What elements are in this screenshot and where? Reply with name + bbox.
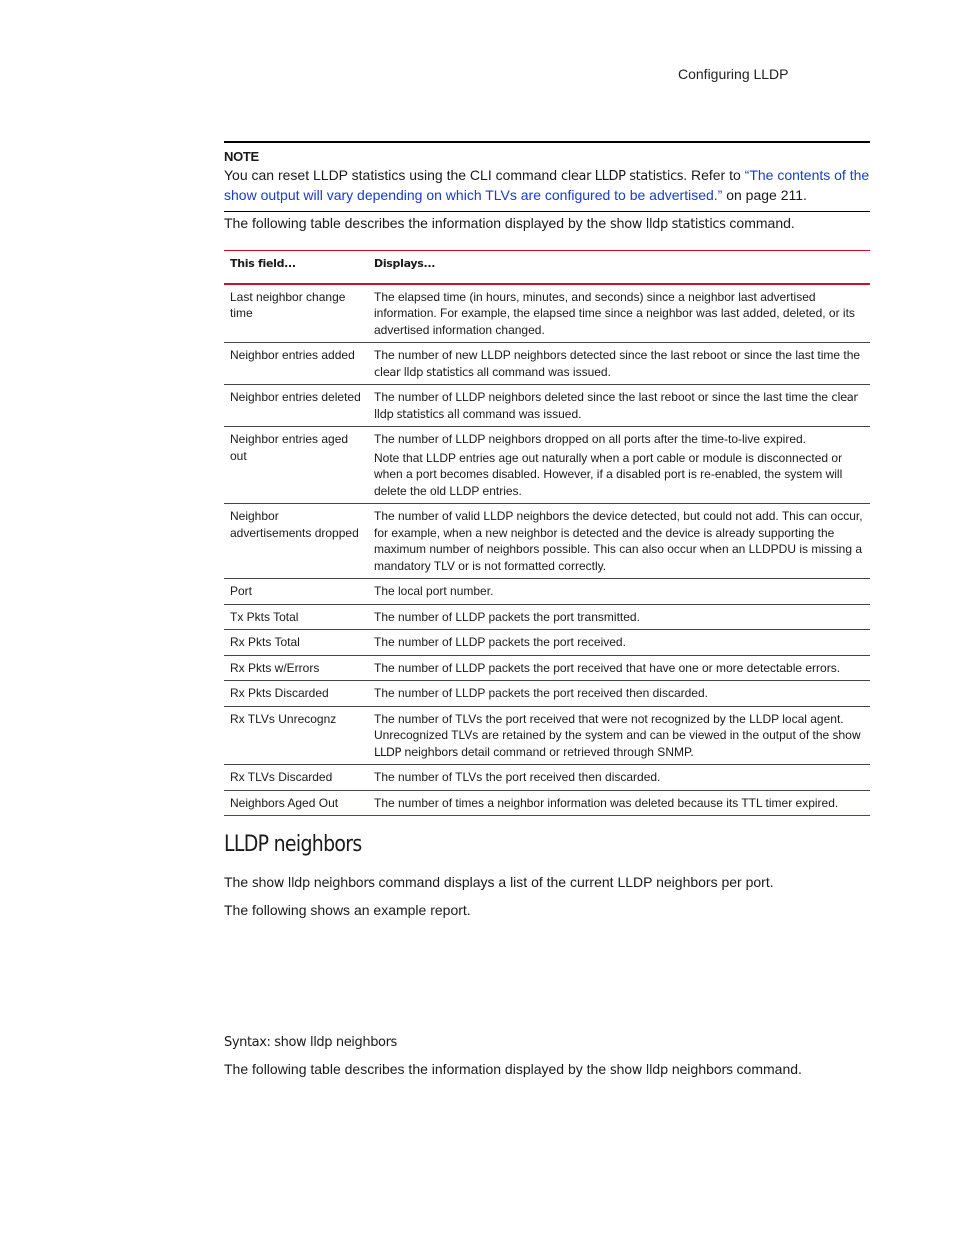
field-name-cell: Neighbor entries deleted: [224, 385, 368, 427]
table-row: [224, 706, 870, 765]
description-text: The number of new LLDP neighbors detected since the last reboot or since the last time the: [374, 348, 861, 362]
para1-text-2: command displays a list of the current LLDP neighbors per port.: [374, 874, 774, 890]
field-name-cell: Neighbor advertisements dropped: [224, 504, 368, 579]
syntax-command: show lldp neighbors: [274, 1035, 397, 1050]
para1-text-1: The: [224, 874, 253, 890]
field-description-cell: [368, 579, 870, 605]
statistics-fields-table: [224, 250, 870, 816]
description-text: The number of TLVs the port received that were not recognized by the LLDP local agent. Unrecognized TLVs are retained by the system and can be viewed in the output of the: [374, 711, 844, 742]
description-command: clear lldp statistics: [374, 364, 474, 379]
note-text-2: . Refer to: [683, 167, 745, 183]
section-paragraph-1: [224, 873, 884, 893]
description-text: The number of LLDP packets the port received.: [374, 635, 626, 649]
description-text: The number of times a neighbor information was deleted because its TTL timer expired.: [374, 795, 839, 810]
field-name-cell: Rx TLVs Discarded: [224, 765, 368, 791]
description-text: all command was issued.: [473, 364, 611, 379]
intro-text-1: The following table describes the information displayed by the: [224, 215, 610, 231]
table-row: [224, 765, 870, 791]
description-text: The number of LLDP neighbors dropped on all ports after the time-to-live expired.: [374, 432, 807, 446]
table-row: [224, 385, 870, 427]
field-description-cell: [368, 284, 870, 343]
table-row: [224, 630, 870, 656]
field-description-cell: [368, 681, 870, 707]
field-name-cell: Rx Pkts Total: [224, 630, 368, 656]
description-text: The elapsed time (in hours, minutes, and seconds) since a neighbor last advertised information. For example, the elapsed time since a neighbor was last added, deleted, or its advertised information changed.: [374, 289, 855, 337]
note-text: [224, 166, 870, 205]
description-text: The number of valid LLDP neighbors the device detected, but could not add. This can occur, for example, when a new neighbor is detected and the device is already supporting the maximum number of neighbors possible. This can also occur when an LLDPDU is missing a mandatory TLV or is not formatted correctly.: [374, 509, 863, 573]
field-name-cell: Rx Pkts Discarded: [224, 681, 368, 707]
table-row: [224, 790, 870, 816]
description-text: The number of LLDP neighbors deleted since the last reboot or since the last time the: [374, 390, 832, 404]
description-text: The number of TLVs the port received then discarded.: [374, 770, 661, 784]
syntax-label: Syntax:: [224, 1035, 275, 1050]
table-row: [224, 504, 870, 579]
field-description-cell: [368, 604, 870, 630]
note-text-3: on page 211.: [722, 187, 807, 203]
table-row: [224, 427, 870, 504]
field-name-cell: Last neighbor change time: [230, 289, 346, 320]
table-row: [224, 604, 870, 630]
field-description-cell: [368, 630, 870, 656]
description-command: clear lldp statistics all: [374, 390, 858, 421]
field-name-cell: Neighbors Aged Out: [224, 790, 368, 816]
description-text: detail command or retrieved through SNMP.: [457, 744, 694, 759]
field-description-cell: [368, 504, 870, 579]
description-text: The local port number.: [374, 584, 494, 598]
table-row: [224, 655, 870, 681]
section-title: LLDP neighbors: [224, 832, 362, 857]
field-name-cell: Neighbor entries added: [224, 343, 368, 385]
table-intro: [224, 214, 884, 234]
field-description-cell: [368, 427, 870, 504]
field-name-cell: Rx Pkts w/Errors: [224, 655, 368, 681]
description-text: command was issued.: [459, 406, 582, 421]
field-description-cell: [368, 765, 870, 791]
para3-command: show lldp neighbors: [610, 1063, 733, 1078]
table-row: [224, 579, 870, 605]
field-name-cell: Tx Pkts Total: [224, 604, 368, 630]
para1-command: show lldp neighbors: [252, 876, 375, 891]
field-description-cell: [368, 790, 870, 816]
intro-command: show lldp statistics: [610, 217, 726, 232]
description-text: The number of LLDP packets the port transmitted.: [374, 609, 640, 624]
field-description-cell: [368, 706, 870, 765]
intro-text-2: command.: [725, 215, 795, 231]
field-description-cell: [368, 343, 870, 385]
field-name-cell: Neighbor entries aged out: [224, 427, 368, 504]
table-row: [224, 343, 870, 385]
column-header-field: This field...: [224, 251, 368, 284]
table-header-row: [224, 251, 870, 284]
field-name-cell: Port: [224, 579, 368, 605]
section-paragraph-3: [224, 1060, 884, 1080]
note-command: clear LLDP statistics: [560, 169, 684, 184]
para3-text-2: command.: [732, 1061, 802, 1077]
note-text-1: You can reset LLDP statistics using the CLI command: [224, 167, 561, 183]
description-text: The number of LLDP packets the port received that have one or more detectable errors.: [374, 660, 841, 675]
description-note: Note that LLDP entries age out naturally when a port cable or module is disconnected or when a port becomes disabled. However, if a disabled port is re-enabled, the system will delete the old LLDP entries.: [374, 450, 843, 498]
description-command: show LLDP neighbors: [374, 728, 861, 759]
field-description-cell: [368, 385, 870, 427]
section-paragraph-2: The following shows an example report.: [224, 902, 471, 918]
field-description-cell: [368, 655, 870, 681]
para3-text-1: The following table describes the information displayed by the: [224, 1061, 610, 1077]
cross-reference-link[interactable]: “The contents of the show output will vary depending on which TLVs are configured to be advertised.”: [224, 167, 870, 203]
note-block: [224, 141, 870, 212]
table-row: [224, 681, 870, 707]
column-header-displays: Displays...: [368, 251, 870, 284]
running-header: Configuring LLDP: [678, 66, 789, 82]
table-row: [224, 284, 870, 343]
description-text: The number of LLDP packets the port received then discarded.: [374, 686, 708, 700]
note-label: NOTE: [224, 149, 259, 164]
field-name-cell: Rx TLVs Unrecognz: [224, 706, 368, 765]
syntax-line: [224, 1033, 397, 1050]
